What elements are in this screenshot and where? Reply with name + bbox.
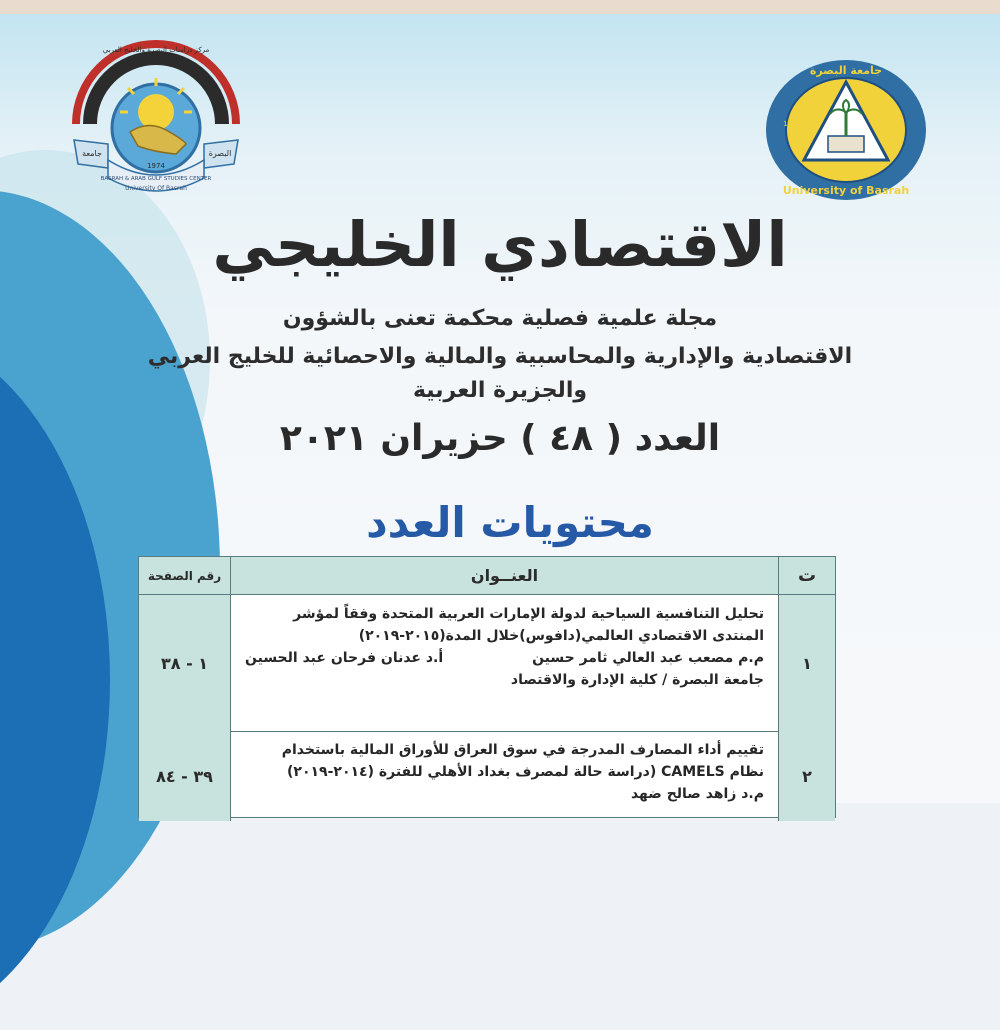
row1-author1: م.م مصعب عبد العالي ثامر حسين	[532, 650, 764, 666]
left-logo-bottom-en: University Of Basrah	[125, 185, 187, 192]
top-edge	[0, 0, 1000, 14]
right-logo-arabic: جامعة البصرة	[809, 64, 883, 77]
left-logo-side-right: جامعة	[82, 149, 102, 158]
header-pages: رقم الصفحة	[139, 557, 231, 595]
gulf-studies-center-logo	[68, 32, 244, 198]
journal-title: الاقتصادي الخليجي	[212, 208, 788, 281]
journal-subtitle-line3: والجزيرة العربية	[412, 378, 588, 403]
right-logo-english: University of Basrah	[782, 184, 910, 197]
university-of-basrah-logo	[762, 56, 930, 204]
header-title: العنــوان	[231, 557, 779, 595]
left-logo-side-left: البصرة	[208, 149, 232, 158]
right-logo-year: 1964	[783, 120, 801, 128]
row1-title-line2: المنتدى الاقتصادي العالمي(دافوس)خلال المدة(٢٠١٥-٢٠١٩)	[358, 628, 764, 644]
row1-affiliation: جامعة البصرة / كلية الإدارة والاقتصاد	[510, 672, 764, 688]
row1-author2: أ.د عدنان فرحان عبد الحسين	[245, 650, 444, 666]
row2-title	[231, 731, 779, 821]
row1-title-line1: تحليل التنافسية السياحية لدولة الإمارات العربية المتحدة وفقاً لمؤشر	[293, 606, 764, 622]
left-logo-year: 1974	[147, 162, 165, 170]
row1-title	[231, 595, 779, 731]
row2-author1: م.د زاهد صالح ضهد	[630, 786, 764, 802]
row2-num: ٢	[779, 731, 835, 821]
row2-title-line1: تقييم أداء المصارف المدرجة في سوق العراق للأوراق المالية باستخدام	[281, 742, 764, 758]
row1-authors	[245, 647, 764, 669]
contents-table	[138, 556, 836, 818]
row1-pages: ١ - ٣٨	[139, 595, 231, 731]
contents-heading: محتويات العدد	[366, 498, 654, 547]
row2-title-line2: نظام CAMELS (دراسة حالة لمصرف بغداد الأهلي للفترة (٢٠١٤-٢٠١٩)	[287, 764, 764, 780]
issue-info: العدد ( ٤٨ ) حزيران ٢٠٢١	[279, 418, 721, 459]
row2-pages: ٣٩ - ٨٤	[139, 731, 231, 821]
row1-num: ١	[779, 595, 835, 731]
journal-subtitle-line1: مجلة علمية فصلية محكمة تعنى بالشؤون	[282, 306, 718, 331]
left-logo-top-text: مركز دراسات البصرة والخليج العربي	[102, 46, 210, 54]
journal-subtitle-line2: الاقتصادية والإدارية والمحاسبية والمالية والاحصائية للخليج العربي	[147, 344, 853, 369]
header-num: ت	[779, 557, 835, 595]
left-logo-ribbon-en: BASRAH & ARAB GULF STUDIES CENTER	[100, 176, 212, 182]
